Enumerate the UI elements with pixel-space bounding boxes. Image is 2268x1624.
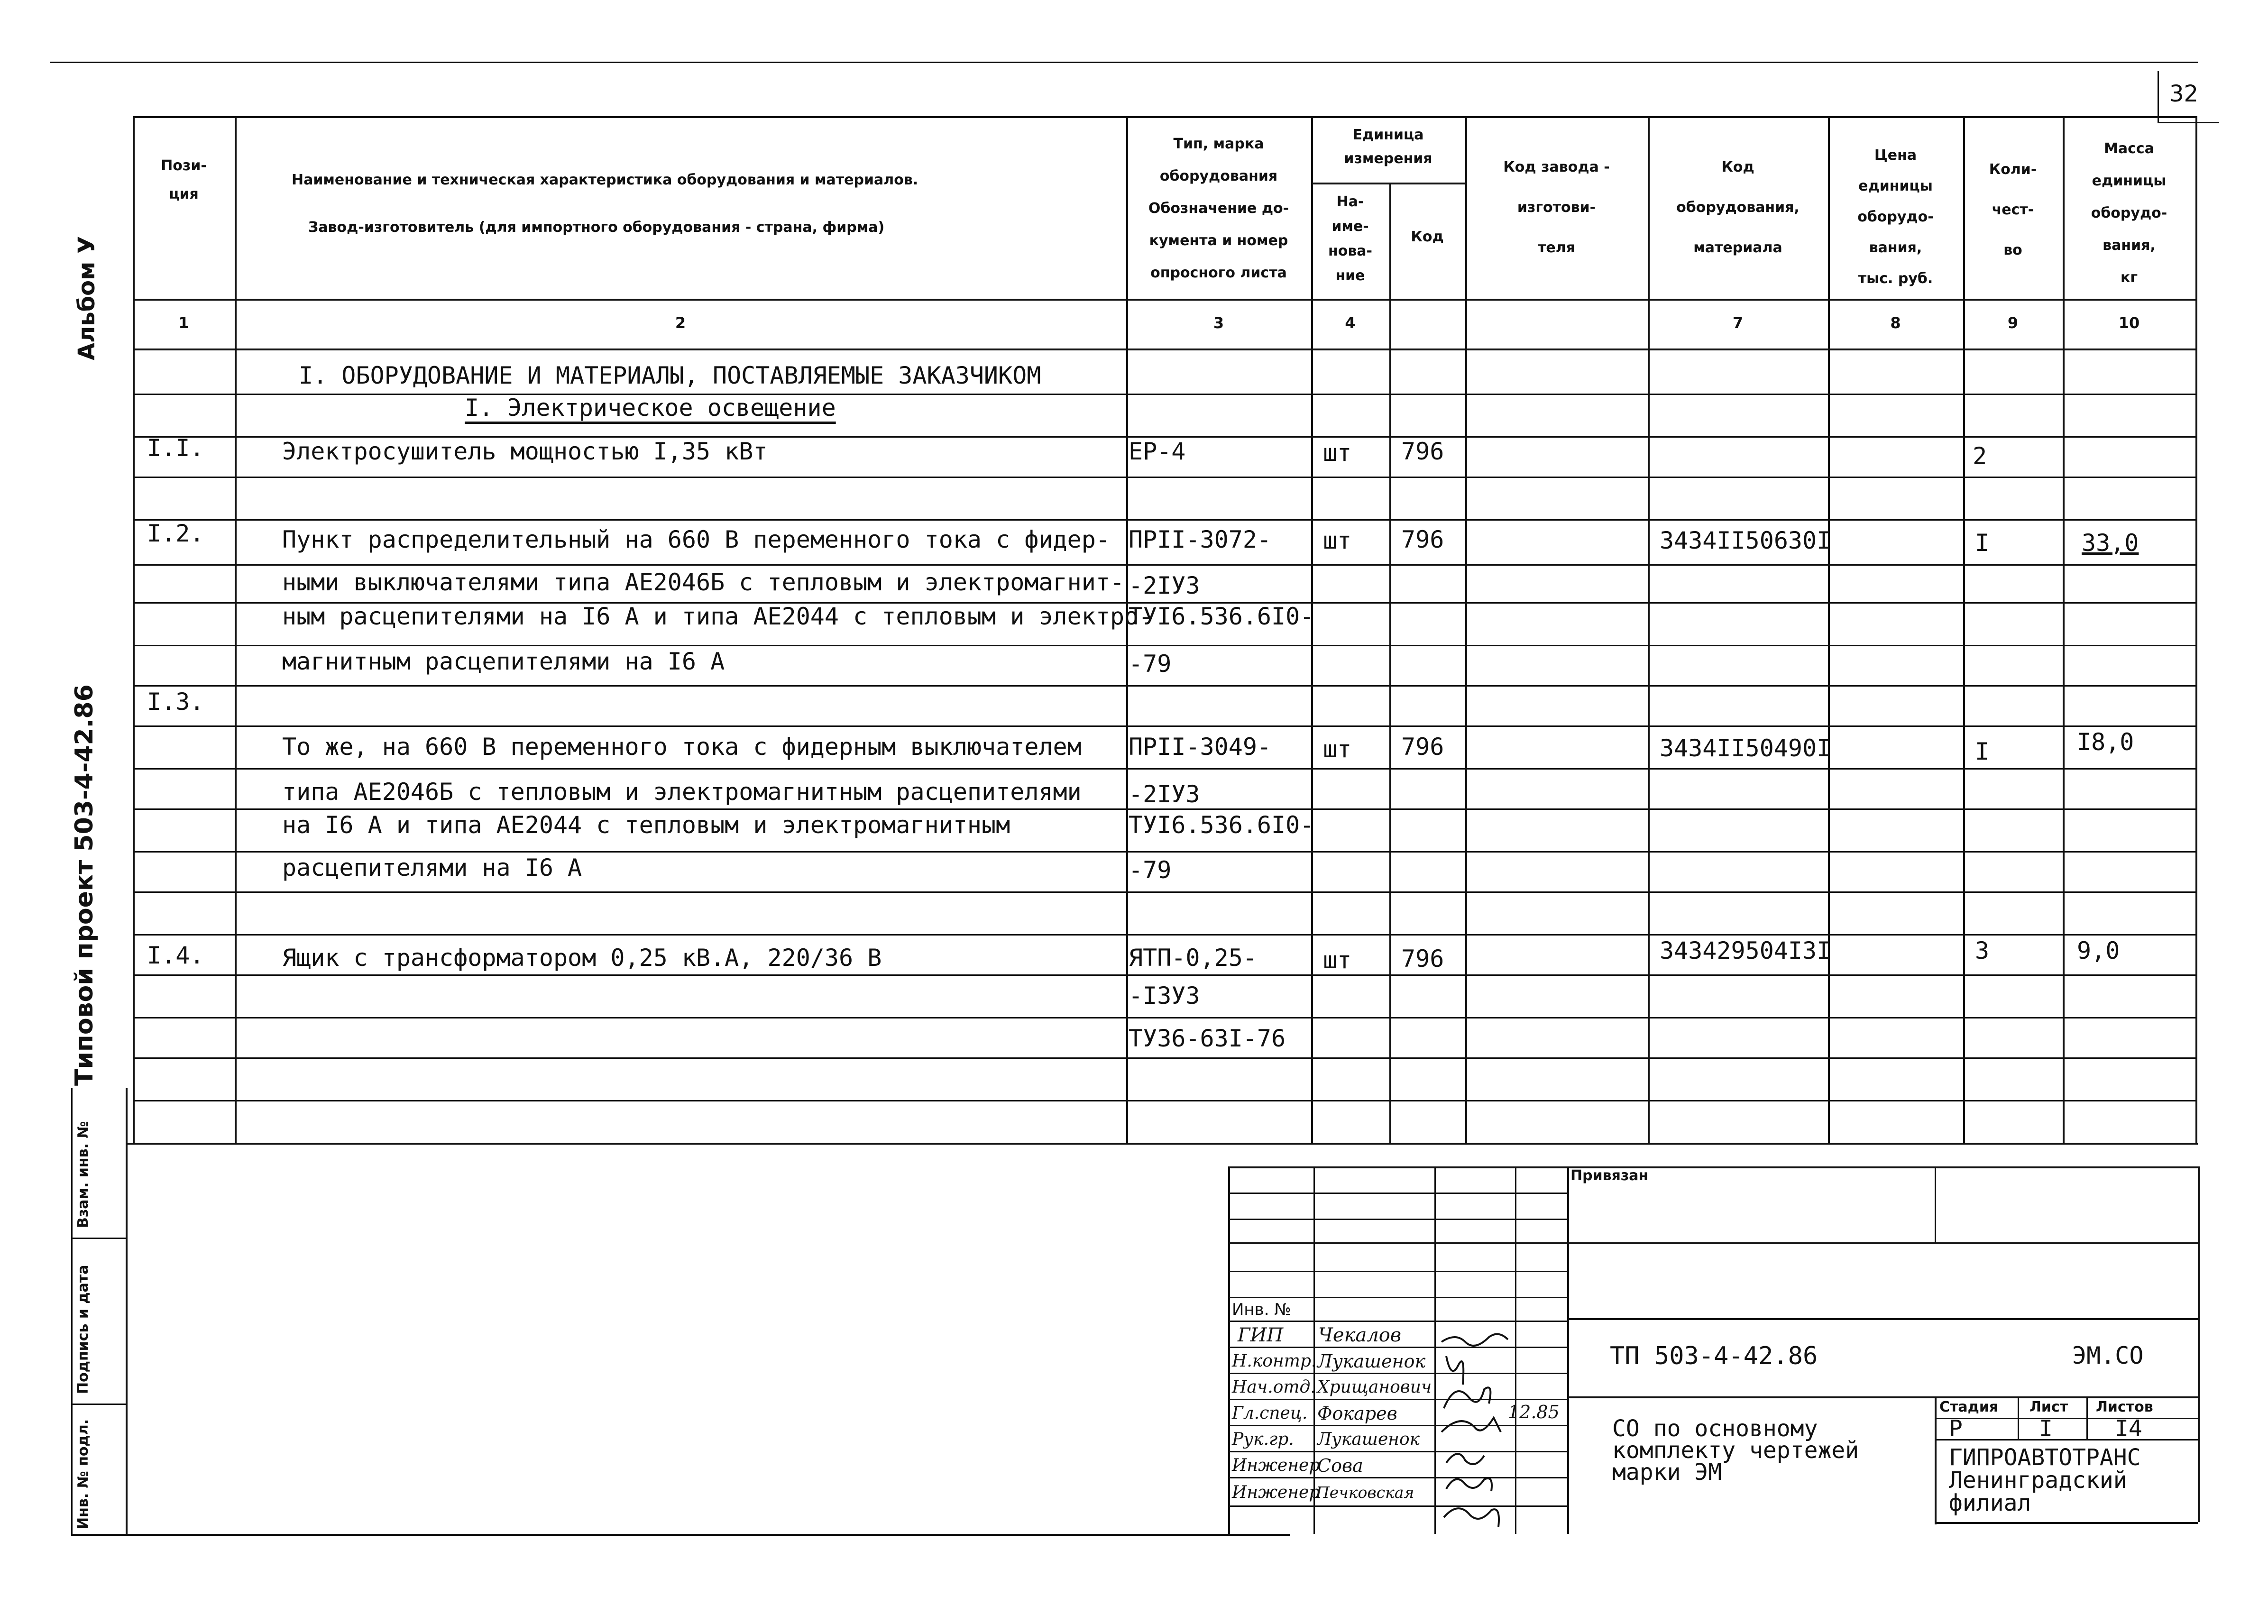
sheet-value: I bbox=[2039, 1415, 2053, 1442]
inv-no-label: Инв. № bbox=[1232, 1300, 1291, 1319]
row-unit-code: 796 bbox=[1401, 733, 1444, 761]
row-type-line: -2IУ3 bbox=[1129, 572, 1200, 599]
sheet-label: Лист bbox=[2029, 1399, 2068, 1415]
stamp-label-vzam: Взам. инв. № bbox=[75, 1121, 92, 1228]
stamp-label-podpis: Подпись и дата bbox=[75, 1265, 92, 1394]
header-col4: На- име- нова- ние bbox=[1328, 193, 1373, 284]
staff-role: Нач.отд. bbox=[1232, 1377, 1316, 1397]
row-type-line: -79 bbox=[1129, 650, 1172, 678]
privyazan-label: Привязан bbox=[1570, 1167, 1649, 1184]
staff-name: Лукашенок bbox=[1317, 1430, 1420, 1449]
row-type-line: ТУI6.536.6I0- bbox=[1129, 603, 1314, 630]
row-unit-code: 796 bbox=[1401, 438, 1444, 465]
col-number: 8 bbox=[1890, 314, 1901, 332]
row-position: I.4. bbox=[147, 942, 204, 969]
row-name-line: Ящик с трансформатором 0,25 кВ.А, 220/36 В bbox=[282, 944, 882, 972]
header-unit-group: Единица измерения bbox=[1344, 127, 1432, 167]
col-number: 10 bbox=[2118, 314, 2140, 332]
row-unit: шт bbox=[1323, 527, 1352, 554]
row-name-line: ными выключателями типа АЕ2046Б с тепловым и электромагнит- bbox=[282, 569, 1125, 596]
organization: ГИПРОАВТОТРАНС Ленинградский филиал bbox=[1949, 1444, 2141, 1516]
row-type-line: ПРII-3072- bbox=[1129, 526, 1272, 553]
row-mass: I8,0 bbox=[2077, 728, 2134, 756]
album-label: Альбом У bbox=[73, 236, 100, 360]
row-equipment-code: 3434II50490I bbox=[1660, 734, 1831, 762]
row-type-line: ТУ36-63I-76 bbox=[1129, 1025, 1286, 1052]
row-unit-code: 796 bbox=[1401, 945, 1444, 973]
header-col8: Цена единицы оборудо- вания, тыс. руб. bbox=[1857, 147, 1934, 287]
header-col6: Код завода - изготови- теля bbox=[1503, 159, 1610, 256]
signatures-image bbox=[1437, 1328, 1570, 1532]
row-type-line: -79 bbox=[1129, 856, 1172, 884]
staff-role: Н.контр. bbox=[1232, 1351, 1317, 1371]
doc-code: ТП 503-4-42.86 bbox=[1610, 1342, 1818, 1370]
row-name-line: ным расцепителями на I6 А и типа АЕ2044 с тепловым и электро- bbox=[282, 603, 1153, 630]
doc-description: СО по основному комплекту чертежей марки ЭМ bbox=[1612, 1415, 1859, 1486]
row-position: I.I. bbox=[147, 434, 204, 462]
row-name-line: типа АЕ2046Б с тепловым и электромагнитным расцепителями bbox=[282, 778, 1082, 806]
sheets-label: Листов bbox=[2096, 1399, 2153, 1415]
row-name-line: То же, на 660 В переменного тока с фидерным выключателем bbox=[282, 733, 1082, 761]
header-col7: Код оборудования, материала bbox=[1676, 159, 1800, 256]
row-type-line: ПРII-3049- bbox=[1129, 733, 1272, 761]
row-name-line: расцепителями на I6 А bbox=[282, 854, 582, 881]
subsection-title: I. Электрическое освещение bbox=[465, 394, 836, 422]
header-col1: Пози- ция bbox=[161, 157, 207, 202]
staff-name: Хрищанович bbox=[1317, 1377, 1432, 1397]
row-position: I.2. bbox=[147, 520, 204, 547]
staff-name: Сова bbox=[1317, 1455, 1363, 1476]
sign-date: 12.85 bbox=[1508, 1402, 1560, 1422]
row-qty: 3 bbox=[1975, 937, 1990, 964]
staff-role: Гл.спец. bbox=[1232, 1404, 1308, 1423]
header-col2b: Завод-изготовитель (для импортного оборудования - страна, фирма) bbox=[308, 219, 885, 236]
row-type-line: -2IУ3 bbox=[1129, 780, 1200, 808]
header-col3: Тип, марка оборудования Обозначение до- кумента и номер опросного листа bbox=[1148, 136, 1289, 281]
row-type-line: -I3У3 bbox=[1129, 982, 1200, 1009]
staff-name: Лукашенок bbox=[1317, 1351, 1426, 1372]
row-name-line: Пункт распределительный на 660 В переменного тока с фидер- bbox=[282, 526, 1110, 553]
page-number: 32 bbox=[2169, 81, 2199, 107]
col-number: 7 bbox=[1732, 314, 1744, 332]
row-mass: 9,0 bbox=[2077, 937, 2120, 964]
staff-role: Инженер bbox=[1232, 1456, 1320, 1475]
staff-name: Чекалов bbox=[1318, 1324, 1402, 1346]
row-name-line: на I6 А и типа АЕ2044 с тепловым и электромагнитным bbox=[282, 811, 1010, 839]
staff-role: Инженер bbox=[1232, 1483, 1320, 1502]
header-col2a: Наименование и техническая характеристика оборудования и материалов. bbox=[292, 172, 918, 188]
row-equipment-code: 3434II50630I bbox=[1660, 527, 1831, 554]
row-unit: шт bbox=[1323, 946, 1352, 974]
staff-role: ГИП bbox=[1238, 1324, 1284, 1346]
row-qty: I bbox=[1975, 529, 1990, 557]
header-col-kod: Код bbox=[1411, 229, 1444, 245]
row-type-line: ЯТП-0,25- bbox=[1129, 944, 1257, 972]
staff-name: Фокарев bbox=[1317, 1403, 1397, 1424]
row-qty: 2 bbox=[1973, 442, 1987, 470]
stage-label: Стадия bbox=[1939, 1399, 1999, 1415]
header-col9: Коли- чест- во bbox=[1989, 161, 2037, 258]
row-name-line: магнитным расцепителями на I6 А bbox=[282, 648, 725, 675]
row-name-line: Электросушитель мощностью I,35 кВт bbox=[282, 438, 768, 465]
stage-value: Р bbox=[1949, 1415, 1963, 1442]
row-position: I.3. bbox=[147, 688, 204, 716]
row-unit-code: 796 bbox=[1401, 526, 1444, 553]
col-number: 3 bbox=[1213, 314, 1224, 332]
doc-mark: ЭМ.СО bbox=[2072, 1342, 2144, 1369]
row-mass: 33,0 bbox=[2082, 529, 2139, 557]
staff-role: Рук.гр. bbox=[1232, 1430, 1294, 1449]
section-title: I. ОБОРУДОВАНИЕ И МАТЕРИАЛЫ, ПОСТАВЛЯЕМЫЕ ЗАКАЗЧИКОМ bbox=[299, 362, 1041, 389]
sheets-value: I4 bbox=[2115, 1415, 2142, 1442]
header-col10: Масса единицы оборудо- вания, кг bbox=[2091, 140, 2167, 286]
row-unit: шт bbox=[1323, 735, 1352, 763]
row-type-line: ЕР-4 bbox=[1129, 438, 1186, 465]
col-number: 2 bbox=[675, 314, 686, 332]
row-equipment-code: 343429504I3I bbox=[1660, 937, 1831, 964]
col-number: 1 bbox=[178, 314, 189, 332]
row-unit: шт bbox=[1323, 439, 1352, 467]
row-qty: I bbox=[1975, 738, 1990, 765]
col-number: 9 bbox=[2007, 314, 2019, 332]
project-label: Типовой проект 503-4-42.86 bbox=[70, 684, 99, 1086]
col-number: 4 bbox=[1345, 314, 1356, 332]
staff-name: Печковская bbox=[1316, 1483, 1414, 1502]
stamp-label-inv: Инв. № подл. bbox=[75, 1419, 92, 1529]
row-type-line: ТУI6.536.6I0- bbox=[1129, 811, 1314, 839]
